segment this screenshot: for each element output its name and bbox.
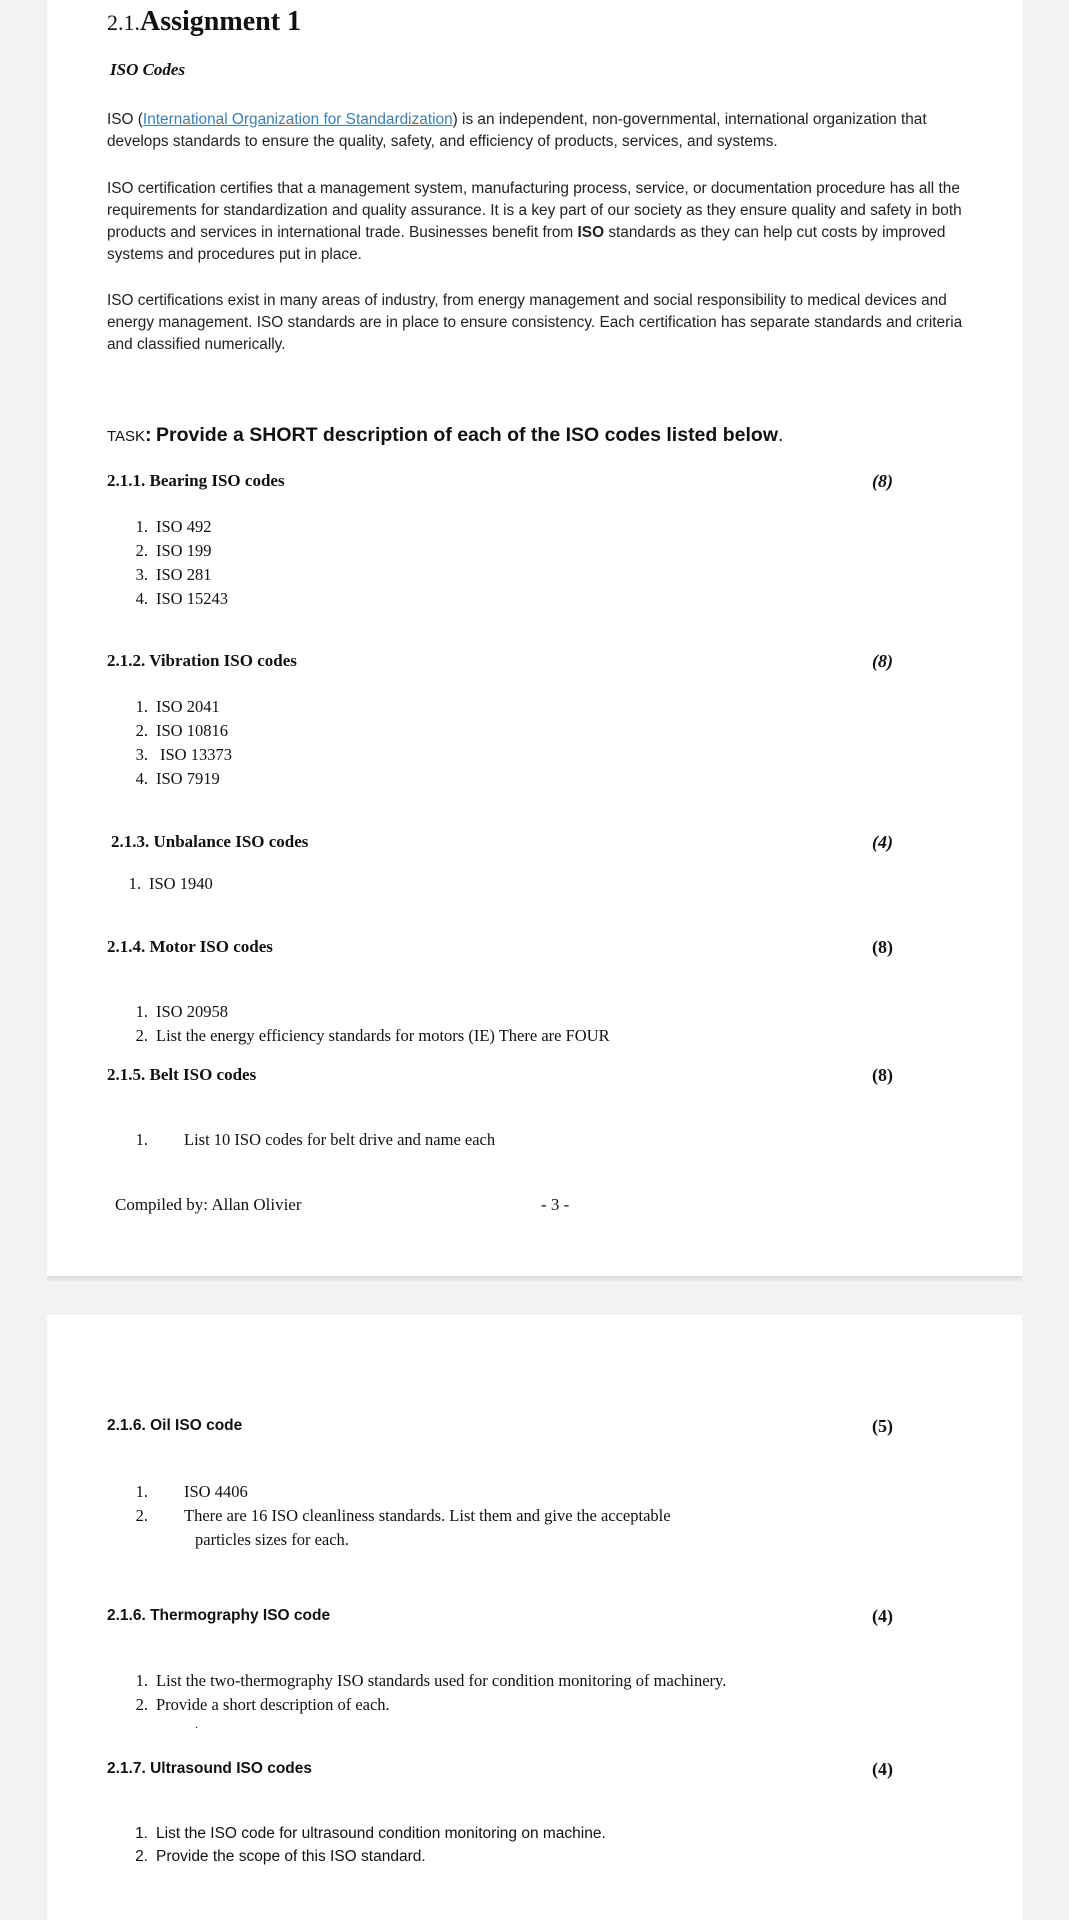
item-number: 1. <box>135 1825 148 1842</box>
item-text: List the two-thermography ISO standards used for condition monitoring of machinery. <box>156 1671 727 1690</box>
list-item <box>118 745 232 765</box>
task-colon: : <box>145 424 152 446</box>
item-text: ISO 15243 <box>156 589 228 608</box>
item-number: 1. <box>135 517 148 536</box>
item-number: 1. <box>135 1130 148 1149</box>
thermography-title: 2.1.6. Thermography ISO code <box>107 1607 331 1624</box>
list-item <box>118 1695 390 1715</box>
intro-p1-prefix: ISO ( <box>107 111 143 128</box>
intro-paragraph-2 <box>107 178 987 266</box>
item-text: ISO 492 <box>156 517 212 536</box>
intro-paragraph-1 <box>107 109 987 153</box>
section-heading <box>107 6 301 38</box>
heading-number: 2.1. <box>107 10 140 35</box>
oil-marks: (5) <box>872 1416 893 1436</box>
list-item <box>118 1506 671 1526</box>
unbalance-title: 2.1.3. Unbalance ISO codes <box>111 832 309 851</box>
item-text: ISO 7919 <box>156 769 220 788</box>
item-text: ISO 199 <box>156 541 212 560</box>
list-item <box>118 565 211 585</box>
item-number: 1. <box>135 1482 148 1501</box>
intro-p2-part2: standards as they can help cut costs by improved systems and procedures put in place. <box>107 224 946 263</box>
stray-dot: . <box>195 1717 198 1731</box>
item-text: List the energy efficiency standards for motors (IE) There are FOUR <box>156 1026 610 1045</box>
list-item <box>118 517 211 537</box>
list-item <box>118 697 220 717</box>
list-item <box>118 1825 606 1843</box>
ultrasound-marks: (4) <box>872 1759 893 1779</box>
thermography-marks: (4) <box>872 1606 893 1626</box>
item-number: 1. <box>135 1002 148 1021</box>
task-period: . <box>777 424 784 446</box>
item-number: 4. <box>135 589 148 608</box>
task-label: TASK <box>107 428 146 445</box>
list-item <box>111 874 213 894</box>
oil-title: 2.1.6. Oil ISO code <box>107 1417 243 1434</box>
list-item <box>118 1130 495 1150</box>
item-number: 2. <box>135 1026 148 1045</box>
item-text: ISO 10816 <box>156 721 228 740</box>
ultrasound-title: 2.1.7. Ultrasound ISO codes <box>107 1760 313 1777</box>
page-shadow <box>47 1276 1022 1282</box>
list-item-continuation: particles sizes for each. <box>195 1530 349 1549</box>
item-text: List 10 ISO codes for belt drive and name each <box>184 1130 496 1149</box>
list-item <box>118 1482 248 1502</box>
vibration-marks: (8) <box>872 651 893 671</box>
subtitle: ISO Codes <box>110 60 186 79</box>
item-number: 3. <box>135 565 148 584</box>
item-text: ISO 2041 <box>156 697 220 716</box>
item-text: There are 16 ISO cleanliness standards. List them and give the acceptable <box>184 1506 671 1525</box>
vibration-title: 2.1.2. Vibration ISO codes <box>107 651 297 670</box>
motor-title: 2.1.4. Motor ISO codes <box>107 937 273 956</box>
item-text: ISO 1940 <box>149 874 213 893</box>
item-number: 2. <box>135 1695 148 1714</box>
item-number: 2. <box>135 1506 148 1525</box>
intro-p2-bold: ISO <box>577 224 605 241</box>
belt-title: 2.1.5. Belt ISO codes <box>107 1065 257 1084</box>
belt-marks: (8) <box>872 1065 893 1085</box>
item-text: ISO 20958 <box>156 1002 228 1021</box>
intro-p2-part1: ISO certification certifies that a management system, manufacturing process, service, or documentation procedure has all the requirements for standardization and quality assurance. It is a key part of our society as they ensure quality and safety in both products and services in international trade. Businesses benefit from <box>107 180 962 241</box>
item-number: 1. <box>128 874 141 893</box>
task-line <box>107 424 783 447</box>
item-text: ISO 4406 <box>184 1482 248 1501</box>
list-item <box>118 1671 726 1691</box>
list-item <box>118 541 211 561</box>
bearing-marks: (8) <box>872 471 893 491</box>
item-number: 1. <box>135 697 148 716</box>
footer-compiled: Compiled by: Allan Olivier <box>115 1195 302 1214</box>
item-number: 2. <box>135 541 148 560</box>
item-text: ISO 281 <box>156 565 212 584</box>
bearing-title: 2.1.1. Bearing ISO codes <box>107 471 285 490</box>
item-text: Provide the scope of this ISO standard. <box>156 1848 426 1865</box>
item-text: ISO 13373 <box>160 745 232 764</box>
heading-title: Assignment 1 <box>140 6 302 37</box>
unbalance-marks: (4) <box>872 832 893 852</box>
item-text: Provide a short description of each. <box>156 1695 390 1714</box>
list-item <box>118 1026 610 1046</box>
iso-link[interactable]: International Organization for Standardization <box>142 111 453 128</box>
list-item <box>118 1848 426 1866</box>
list-item <box>118 1002 228 1022</box>
item-number: 2. <box>135 721 148 740</box>
intro-p1-suffix: ) is an independent, non-governmental, international organization that develops standards to ensure the quality, safety, and efficiency of products, services, and systems. <box>107 111 927 150</box>
page-number: - 3 - <box>541 1195 570 1214</box>
item-number: 4. <box>135 769 148 788</box>
list-item <box>118 589 228 609</box>
intro-paragraph-3: ISO certifications exist in many areas of industry, from energy management and social responsibility to medical devices and energy management. ISO standards are in place to ensure consistency. Each certification has separate standards and criteria and classified numerically. <box>107 292 963 353</box>
task-text: Provide a SHORT description of each of the ISO codes listed below <box>156 424 778 446</box>
item-number: 3. <box>135 745 148 764</box>
item-number: 1. <box>135 1671 148 1690</box>
list-item <box>118 769 220 789</box>
item-text: List the ISO code for ultrasound condition monitoring on machine. <box>156 1825 606 1842</box>
motor-marks: (8) <box>872 937 893 957</box>
list-item <box>118 721 228 741</box>
item-number: 2. <box>135 1848 148 1865</box>
